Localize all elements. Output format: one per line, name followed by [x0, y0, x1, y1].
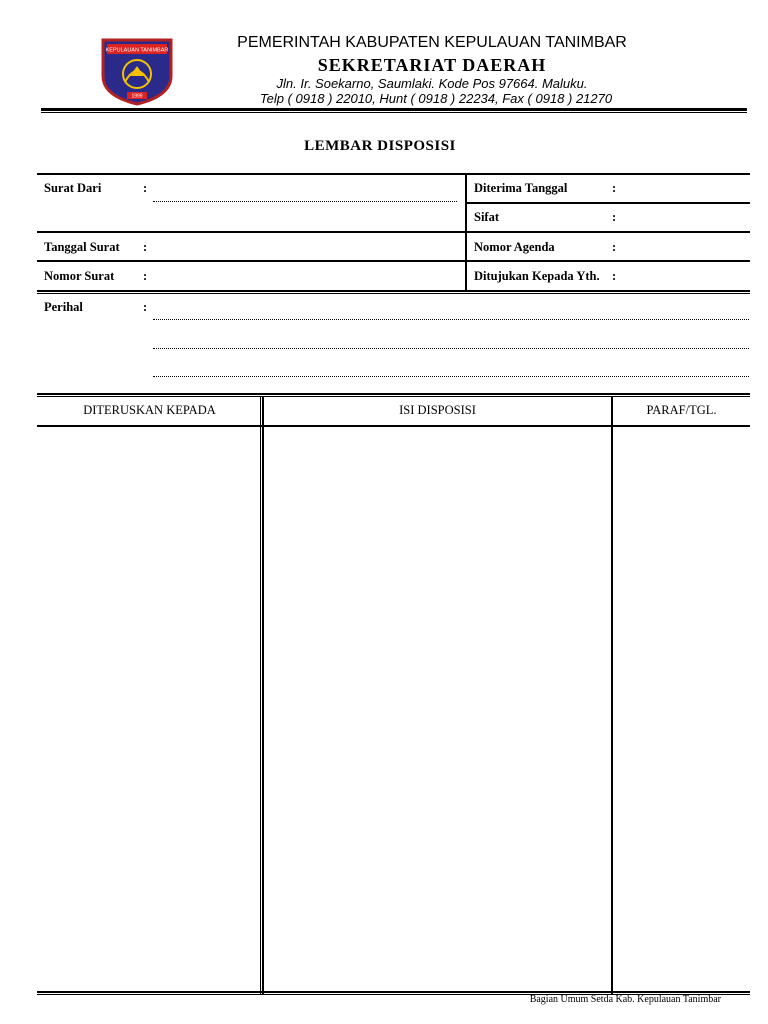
colon: :	[612, 240, 617, 254]
perihal-fill-line[interactable]	[153, 376, 749, 377]
colon: :	[143, 181, 148, 195]
header-paraf-tgl: PARAF/TGL.	[646, 403, 717, 417]
form-row-divider	[37, 260, 750, 262]
form-title: LEMBAR DISPOSISI	[304, 138, 456, 154]
colon: :	[143, 240, 148, 254]
colon: :	[612, 210, 617, 224]
label-perihal: Perihal	[44, 300, 83, 314]
table-column-divider	[260, 396, 261, 994]
logo-year: 1999	[131, 93, 143, 100]
label-sifat: Sifat	[474, 210, 499, 224]
colon: :	[612, 269, 617, 283]
logo-ribbon-text: KEPULAUAN TANIMBAR	[105, 47, 169, 54]
surat-dari-fill-line[interactable]	[153, 201, 457, 202]
colon: :	[612, 181, 617, 195]
form-row-divider	[37, 231, 750, 233]
form-top-border	[37, 173, 750, 175]
label-ditujukan-kepada: Ditujukan Kepada Yth.	[474, 269, 600, 283]
perihal-fill-line[interactable]	[153, 348, 749, 349]
perihal-fill-line[interactable]	[153, 319, 749, 320]
letterhead-address: Jln. Ir. Soekarno, Saumlaki. Kode Pos 97664. Maluku.	[276, 76, 588, 91]
form-column-divider	[465, 173, 467, 291]
footer-note: Bagian Umum Setda Kab. Kepulauan Tanimbar	[529, 994, 721, 1005]
label-nomor-surat: Nomor Surat	[44, 269, 115, 283]
form-row-divider	[37, 290, 750, 292]
form-row-divider-double	[37, 293, 750, 294]
cell-isi-disposisi[interactable]	[264, 427, 610, 990]
letterhead-rule-thin	[41, 112, 747, 113]
label-nomor-agenda: Nomor Agenda	[474, 240, 555, 254]
label-surat-dari: Surat Dari	[44, 181, 102, 195]
colon: :	[143, 269, 148, 283]
header-diteruskan-kepada: DITERUSKAN KEPADA	[83, 403, 216, 417]
cell-paraf-tgl[interactable]	[613, 427, 749, 990]
government-emblem-logo	[97, 36, 177, 106]
header-isi-disposisi: ISI DISPOSISI	[399, 403, 476, 417]
letterhead-office-name: SEKRETARIAT DAERAH	[317, 55, 547, 75]
label-tanggal-surat: Tanggal Surat	[44, 240, 120, 254]
form-row-divider	[466, 202, 750, 204]
table-bottom-border	[37, 991, 750, 993]
colon: :	[143, 300, 148, 314]
letterhead-government-name: PEMERINTAH KABUPATEN KEPULAUAN TANIMBAR	[237, 34, 627, 51]
letterhead-rule-thick	[41, 108, 747, 111]
label-diterima-tanggal: Diterima Tanggal	[474, 181, 568, 195]
cell-diteruskan-kepada[interactable]	[37, 427, 259, 990]
letterhead-phone: Telp ( 0918 ) 22010, Hunt ( 0918 ) 22234, Fax ( 0918 ) 21270	[259, 91, 613, 106]
table-top-border	[37, 393, 750, 395]
table-top-border-double	[37, 396, 750, 397]
